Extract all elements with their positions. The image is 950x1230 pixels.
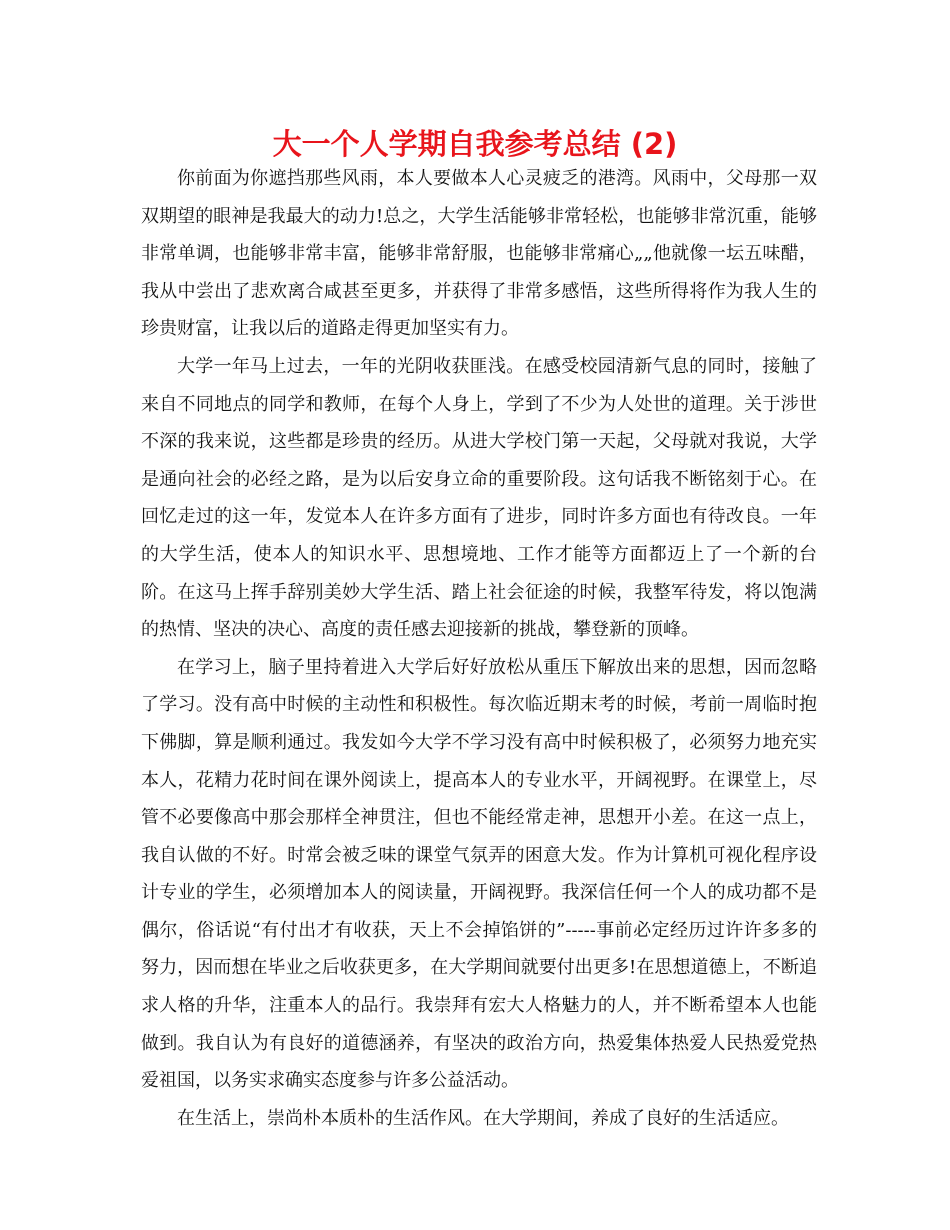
paragraph-1: 你前面为你遮挡那些风雨，本人要做本人心灵疲乏的港湾。风雨中，父母那一双双期望的眼神是我最大的动力!总之，大学生活能够非常轻松，也能够非常沉重，能够非常单调，也能够非常丰富，能够非常舒服，也能够非常痛心„„他就像一坛五味醋，我从中尝出了悲欢离合咸甚至更多，并获得了非常多感悟，这些所得将作为我人生的珍贵财富，让我以后的道路走得更加坚实有力。 <box>141 168 817 340</box>
document-body <box>141 160 817 1137</box>
paragraph-2: 大学一年马上过去，一年的光阴收获匪浅。在感受校园清新气息的同时，接触了来自不同地点的同学和教师，在每个人身上，学到了不少为人处世的道理。关于涉世不深的我来说，这些都是珍贵的经历。从进大学校门第一天起，父母就对我说，大学是通向社会的必经之路，是为以后安身立命的重要阶段。这句话我不断铭刻于心。在回忆走过的这一年，发觉本人在许多方面有了进步，同时许多方面也有待改良。一年的大学生活，使本人的知识水平、思想境地、工作才能等方面都迈上了一个新的台阶。在这马上挥手辞别美妙大学生活、踏上社会征途的时候，我整军待发，将以饱满的热情、坚决的决心、高度的责任感去迎接新的挑战，攀登新的顶峰。 <box>141 355 817 641</box>
paragraph-3: 在学习上，脑子里持着进入大学后好好放松从重压下解放出来的思想，因而忽略了学习。没有高中时候的主动性和积极性。每次临近期末考的时候，考前一周临时抱下佛脚，算是顺利通过。我发如今大学不学习没有高中时候积极了，必须努力地充实本人，花精力花时间在课外阅读上，提高本人的专业水平，开阔视野。在课堂上，尽管不必要像高中那会那样全神贯注，但也不能经常走神，思想开小差。在这一点上，我自认做的不好。时常会被乏味的课堂气氛弄的困意大发。作为计算机可视化程序设计专业的学生，必须增加本人的阅读量，开阔视野。我深信任何一个人的成功都不是偶尔，俗话说“有付出才有收获，天上不会掉馅饼的”-----事前必定经历过许许多多的努力，因而想在毕业之后收获更多，在大学期间就要付出更多!在思想道德上，不断追求人格的升华，注重本人的品行。我崇拜有宏大人格魅力的人，并不断希望本人也能做到。我自认为有良好的道德涵养，有坚决的政治方向，热爱集体热爱人民热爱党热爱祖国，以务实求确实态度参与许多公益活动。 <box>141 656 817 1092</box>
paragraph-4: 在生活上，崇尚朴本质朴的生活作风。在大学期间，养成了良好的生活适应。 <box>177 1107 789 1129</box>
document-title: 大一个人学期自我参考总结 (2) <box>272 127 678 161</box>
